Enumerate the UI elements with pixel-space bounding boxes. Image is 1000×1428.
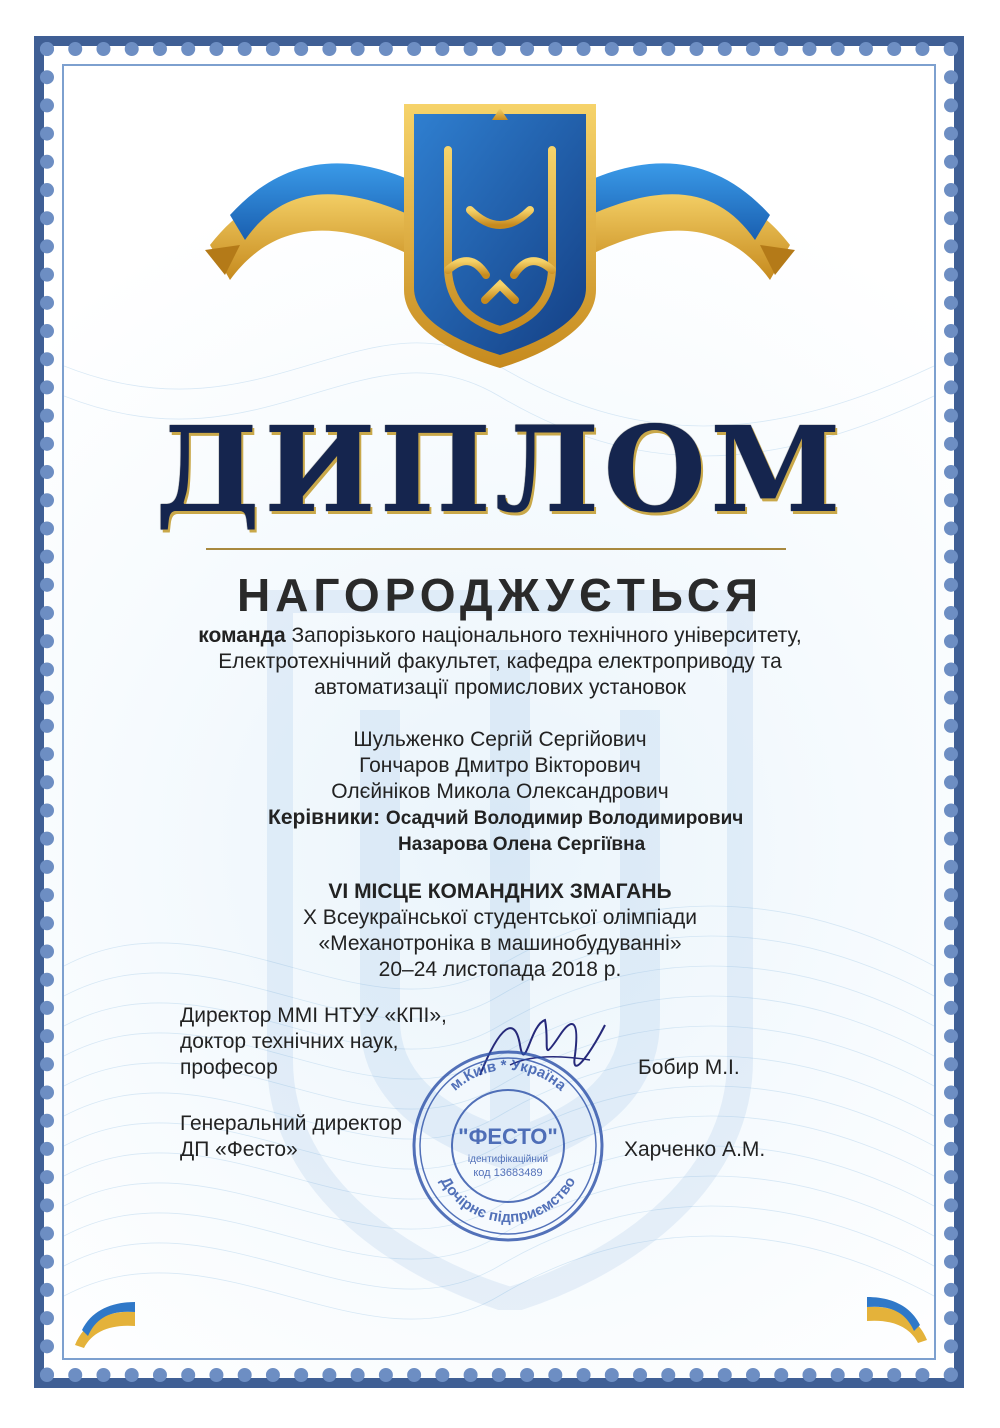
second-signer-role-1: Генеральний директор: [180, 1112, 402, 1135]
place-heading: VI МІСЦЕ КОМАНДНИХ ЗМАГАНЬ: [328, 880, 672, 903]
round-seal-stamp: [408, 1046, 608, 1246]
first-signer-name: Бобир М.І.: [638, 1056, 740, 1079]
supervisor-name: Осадчий Володимир Володимирович: [385, 808, 744, 829]
awarded-heading: НАГОРОДЖУЄТЬСЯ: [236, 569, 764, 621]
stamp-center: "ФЕСТО": [458, 1124, 558, 1149]
stamp-text-bottom: Дочірнє підприємство: [436, 1173, 580, 1227]
first-signer-role-1: Директор ММІ НТУУ «КПІ»,: [180, 1004, 447, 1027]
team-line-2: Електротехнічний факультет, кафедра електроприводу та: [218, 650, 782, 673]
supervisor-name: Назарова Олена Сергіївна: [398, 834, 646, 855]
stamp-text-top: м.Київ * Україна: [446, 1056, 570, 1095]
member-name: Олєйніков Микола Олександрович: [331, 780, 669, 803]
member-name: Гончаров Дмитро Вікторович: [359, 754, 641, 777]
team-university: Запорізького національного технічного університету,: [291, 624, 802, 647]
corner-ribbon-left: [70, 1300, 140, 1350]
supervisors-label: Керівники:: [268, 806, 381, 829]
event-date: 20–24 листопада 2018 р.: [378, 958, 622, 981]
coat-of-arms-emblem: [0, 0, 1000, 380]
team-prefix: команда: [198, 624, 286, 647]
team-line-1: [0, 624, 1000, 648]
second-signer-role-2: ДП «Фесто»: [180, 1138, 298, 1161]
diploma-title: ДИПЛОМ: [155, 400, 845, 539]
stamp-code: код 13683489: [473, 1167, 543, 1179]
event-line-2: «Механотроніка в машинобудуванні»: [318, 932, 682, 955]
stamp-id-label: ідентифікаційний: [467, 1154, 549, 1165]
first-signer-role-3: професор: [180, 1056, 278, 1079]
event-line-1: Х Всеукраїнської студентської олімпіади: [302, 906, 698, 929]
team-line-3: автоматизації промислових установок: [314, 676, 686, 699]
corner-ribbon-right: [862, 1290, 932, 1345]
first-signer-role-2: доктор технічних наук,: [180, 1030, 399, 1053]
title-divider: [206, 548, 786, 550]
second-signer-name: Харченко А.М.: [624, 1138, 766, 1161]
member-name: Шульженко Сергій Сергійович: [353, 728, 647, 751]
supervisors-row: [268, 806, 743, 830]
